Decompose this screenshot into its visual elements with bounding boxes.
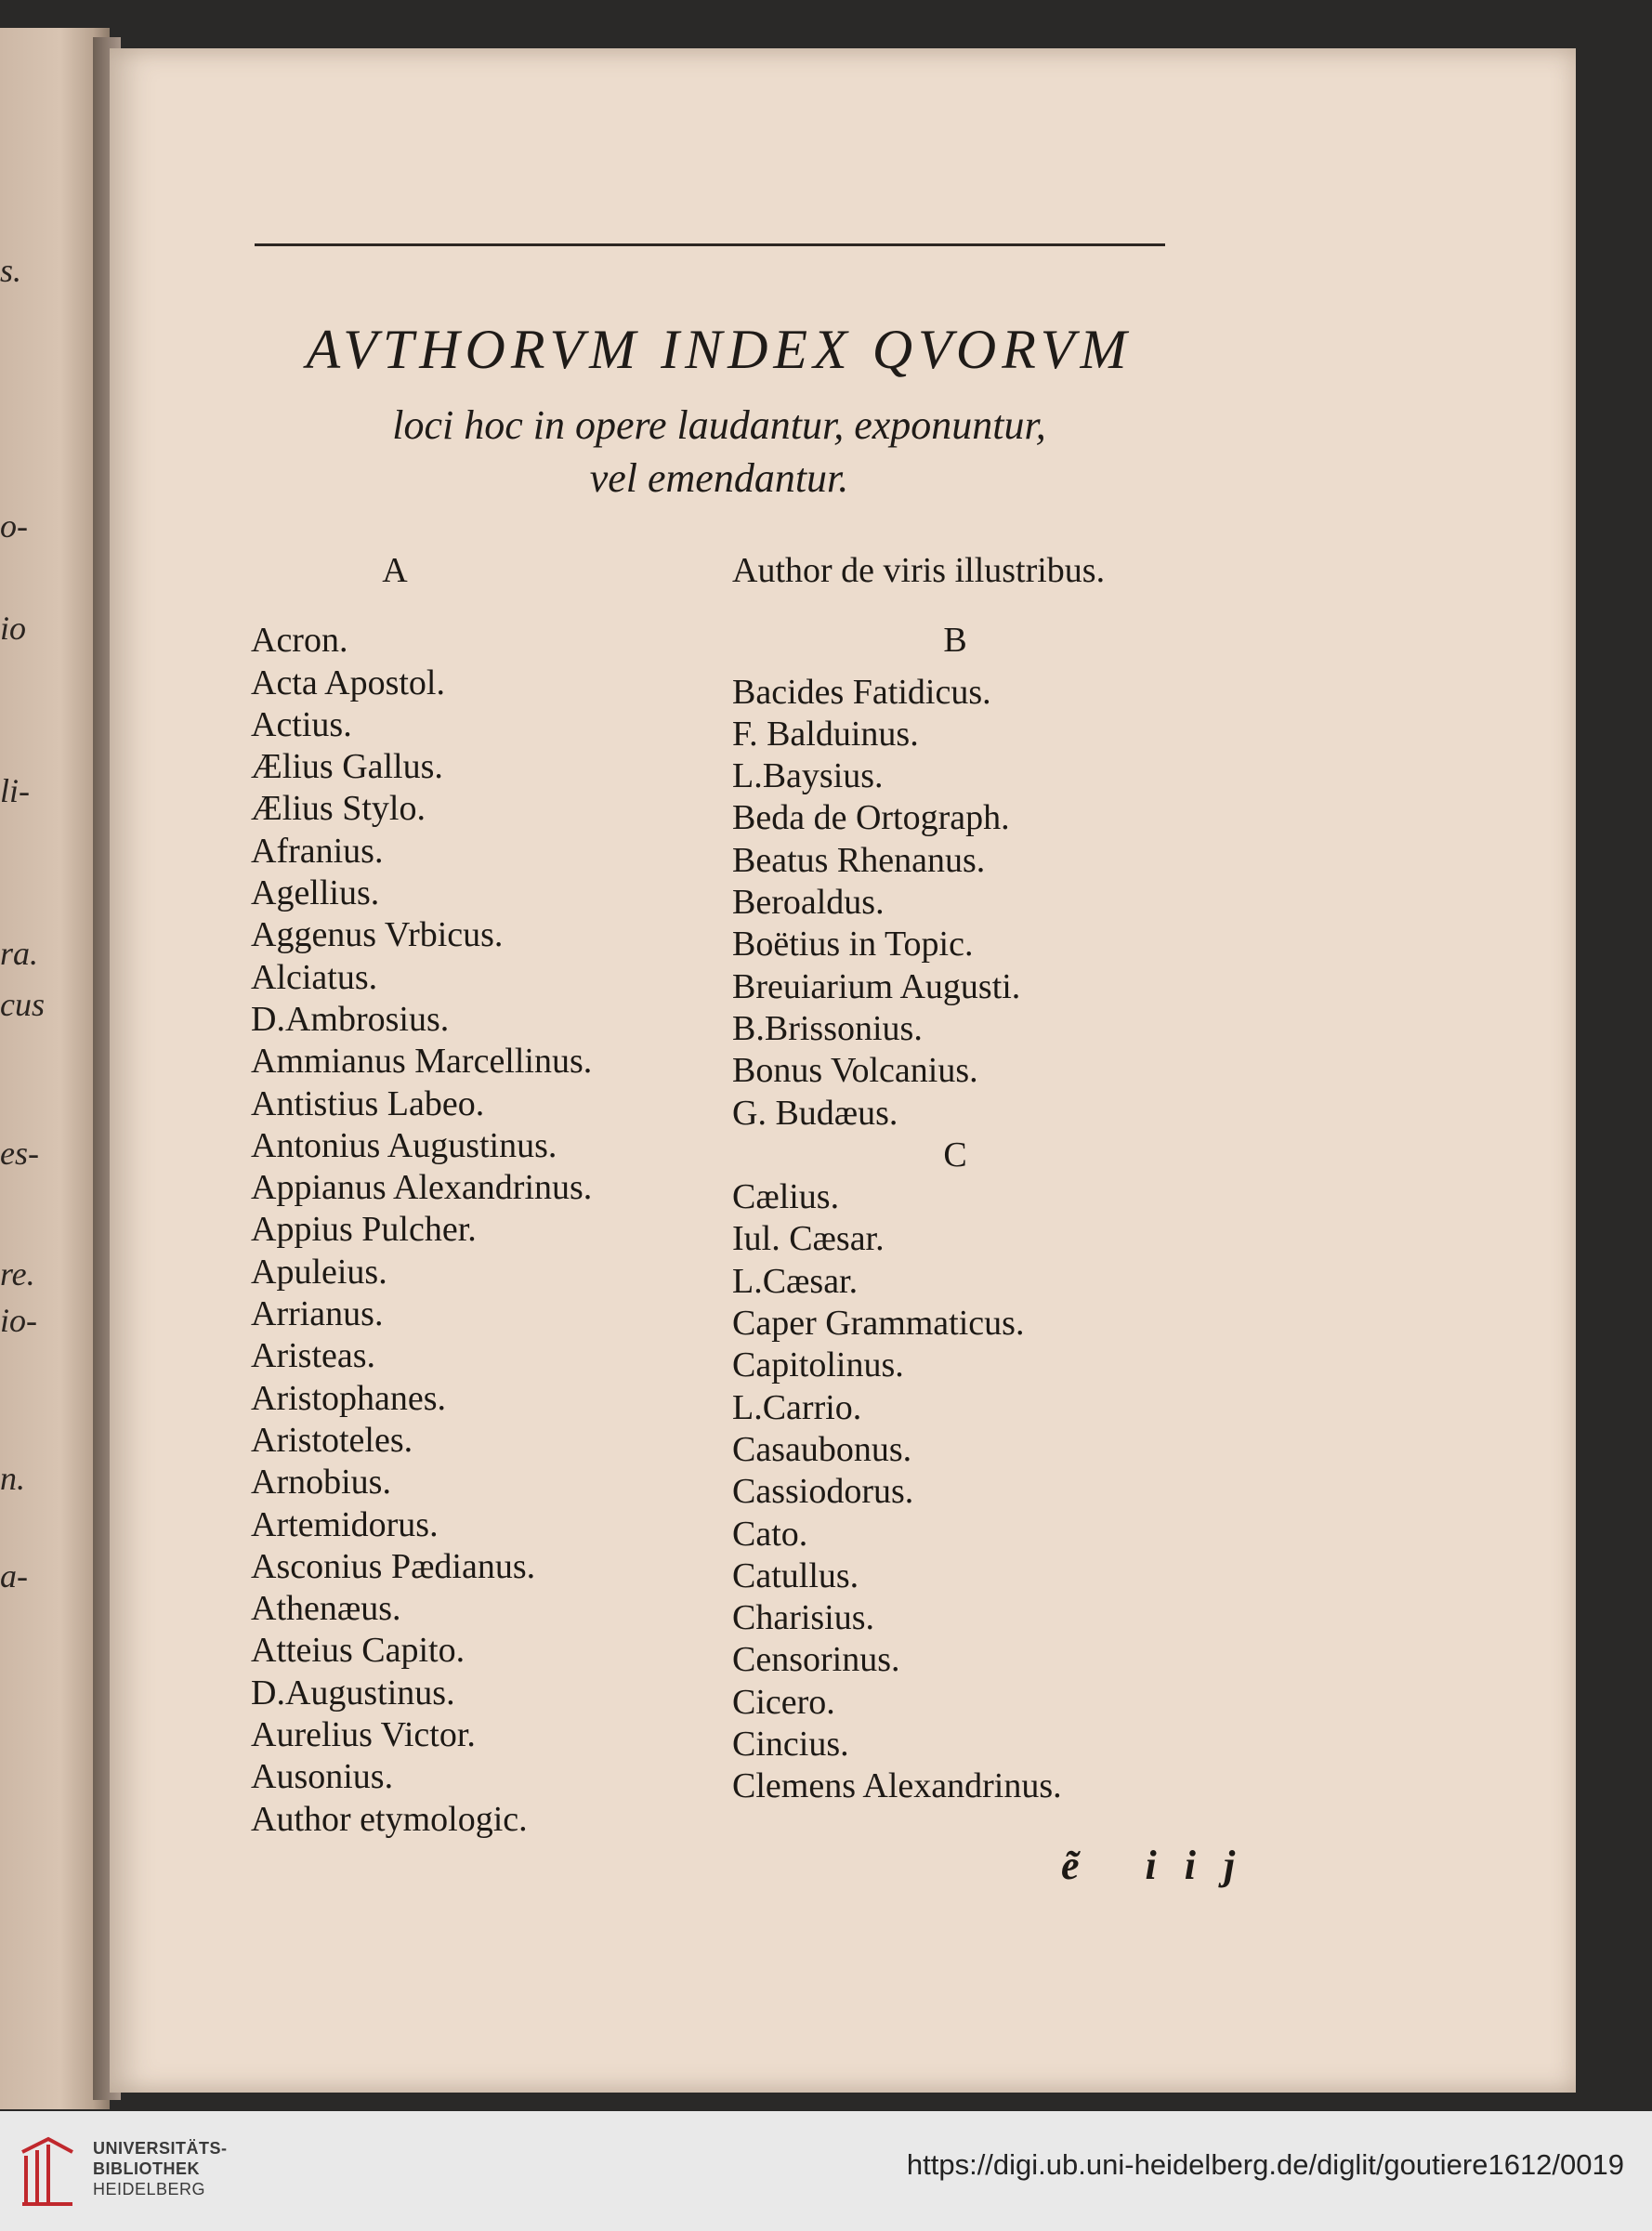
margin-fragment: o- xyxy=(0,507,28,545)
margin-fragment: a- xyxy=(0,1557,28,1595)
index-entry: G. Budæus. xyxy=(732,1093,898,1133)
index-entry: Aristoteles. xyxy=(251,1420,413,1460)
index-entry: Cicero. xyxy=(732,1682,835,1722)
index-entry: Aristophanes. xyxy=(251,1378,447,1418)
page-subtitle-line-2: vel emendantur. xyxy=(589,455,849,501)
index-entry: Alciatus. xyxy=(251,957,378,997)
index-entry: Aurelius Victor. xyxy=(251,1715,476,1755)
library-name-line-3: HEIDELBERG xyxy=(93,2180,206,2198)
header-rule xyxy=(255,243,1165,246)
index-entry: Breuiarium Augusti. xyxy=(732,966,1021,1006)
index-entry: L.Cæsar. xyxy=(732,1261,859,1301)
index-entry: Antistius Labeo. xyxy=(251,1083,485,1123)
index-entry: Capitolinus. xyxy=(732,1345,904,1385)
index-entry: Agellius. xyxy=(251,873,380,913)
library-name-line-1: UNIVERSITÄTS- xyxy=(93,2139,228,2158)
index-entry: Ælius Stylo. xyxy=(251,789,426,829)
section-letter-b: B xyxy=(943,621,967,661)
index-entry: Ælius Gallus. xyxy=(251,747,443,787)
index-entry: Cato. xyxy=(732,1514,808,1554)
index-entry: Author de viris illustribus. xyxy=(732,551,1106,590)
index-entry: Charisius. xyxy=(732,1598,875,1638)
margin-fragment: cus xyxy=(0,986,45,1023)
index-entry: D.Ambrosius. xyxy=(251,999,450,1039)
index-entry: Aristeas. xyxy=(251,1336,376,1376)
margin-fragment: io- xyxy=(0,1302,37,1339)
index-entry: Aggenus Vrbicus. xyxy=(251,915,504,955)
index-entry: Athenæus. xyxy=(251,1589,401,1629)
index-entry: Actius. xyxy=(251,704,352,744)
index-entry: Apuleius. xyxy=(251,1252,387,1292)
margin-fragment: ra. xyxy=(0,935,39,972)
index-entry: B.Brissonius. xyxy=(732,1008,923,1048)
index-column-left xyxy=(251,550,734,1841)
margin-fragment: li- xyxy=(0,772,30,809)
index-entry: Acron. xyxy=(251,621,348,661)
entry-list-a xyxy=(251,620,734,1841)
index-entry: L.Carrio. xyxy=(732,1387,862,1427)
index-entry: Acta Apostol. xyxy=(251,663,445,702)
index-entry: Arrianus. xyxy=(251,1294,384,1334)
page-title: AVTHORVM INDEX QVORVM xyxy=(306,319,1133,380)
index-entry: F. Balduinus. xyxy=(732,714,919,754)
index-entry: Arnobius. xyxy=(251,1463,391,1503)
library-name-line-2: BIBLIOTHEK xyxy=(93,2159,200,2178)
section-letter-c: C xyxy=(943,1135,967,1175)
permalink-url[interactable]: https://digi.ub.uni-heidelberg.de/diglit/goutiere1612/0019 xyxy=(906,2148,1624,2181)
index-entry: Afranius. xyxy=(251,831,384,871)
index-column-right xyxy=(732,550,1364,1808)
index-entry: Censorinus. xyxy=(732,1640,900,1680)
index-entry: L.Baysius. xyxy=(732,756,884,796)
index-entry: Boëtius in Topic. xyxy=(732,925,974,965)
index-entry: Ausonius. xyxy=(251,1757,394,1797)
index-entry: Artemidorus. xyxy=(251,1504,439,1544)
index-entry: Beatus Rhenanus. xyxy=(732,840,986,880)
index-entry: Beda de Ortograph. xyxy=(732,798,1010,838)
margin-fragment: s. xyxy=(0,252,22,289)
index-entry: Clemens Alexandrinus. xyxy=(732,1766,1062,1806)
index-entry: Iul. Cæsar. xyxy=(732,1219,885,1259)
margin-fragment: es- xyxy=(0,1135,39,1172)
index-entry: Appius Pulcher. xyxy=(251,1210,477,1250)
index-entry: Catullus. xyxy=(732,1555,859,1595)
page-subtitle-line-1: loci hoc in opere laudantur, exponuntur, xyxy=(392,402,1046,448)
index-entry: Beroaldus. xyxy=(732,883,885,923)
signature-mark: ẽ iij xyxy=(1061,1843,1264,1888)
entry-list-b xyxy=(732,672,1364,1135)
margin-fragment: io xyxy=(0,610,27,647)
margin-fragment: n. xyxy=(0,1460,25,1497)
library-logo-icon xyxy=(17,2133,78,2210)
index-entry: Appianus Alexandrinus. xyxy=(251,1168,593,1208)
index-entry: Cælius. xyxy=(732,1177,840,1217)
index-entry: Caper Grammaticus. xyxy=(732,1304,1025,1344)
viewer-footer xyxy=(0,2111,1652,2231)
index-entry: Bonus Volcanius. xyxy=(732,1051,978,1091)
index-entry: Bacides Fatidicus. xyxy=(732,672,991,712)
index-entry: Asconius Pædianus. xyxy=(251,1546,536,1586)
margin-fragment: re. xyxy=(0,1255,35,1293)
index-entry: Cincius. xyxy=(732,1725,849,1765)
index-entry: D.Augustinus. xyxy=(251,1673,455,1713)
index-entry: Ammianus Marcellinus. xyxy=(251,1042,593,1082)
entry-list-c xyxy=(732,1176,1364,1807)
index-entry: Antonius Augustinus. xyxy=(251,1125,557,1165)
index-entry: Cassiodorus. xyxy=(732,1472,914,1512)
section-letter-a: A xyxy=(382,551,408,590)
index-entry: Casaubonus. xyxy=(732,1429,912,1469)
index-entry: Author etymologic. xyxy=(251,1799,528,1839)
book-page xyxy=(110,48,1576,2093)
index-entry: Atteius Capito. xyxy=(251,1631,465,1671)
